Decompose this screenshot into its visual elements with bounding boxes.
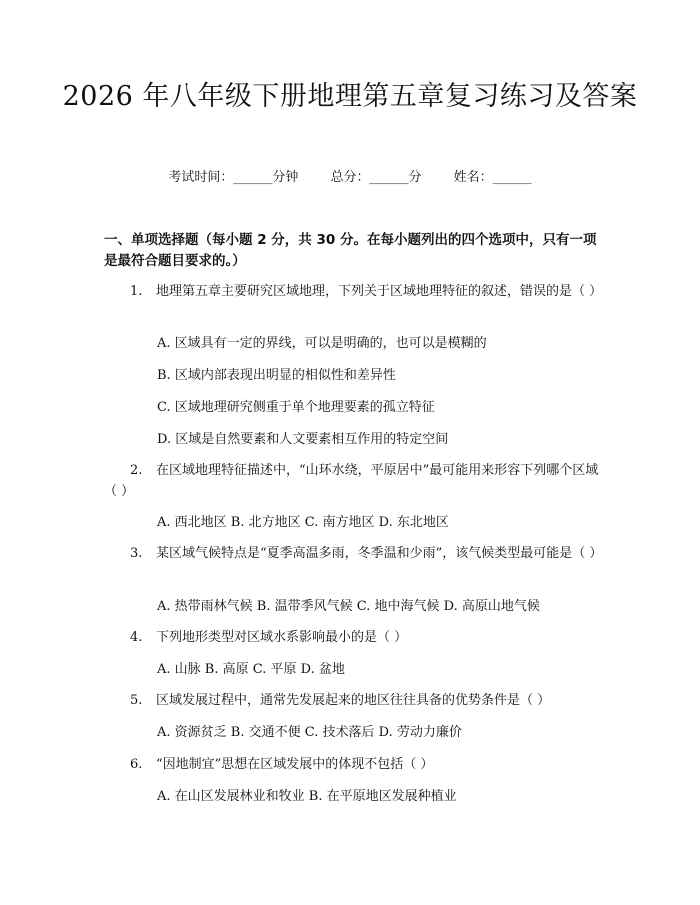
- question-stem: “因地制宜”思想在区域发展中的体现不包括（ ）: [156, 757, 434, 772]
- question-stem: 在区域地理特征描述中，“山环水绕，平原居中”最可能用来形容下列哪个区域（ ）: [104, 463, 599, 499]
- document-title: 2026 年八年级下册地理第五章复习练习及答案: [62, 81, 638, 112]
- question-number: 3.: [130, 546, 143, 561]
- question-4-options: A. 山脉 B. 高原 C. 平原 D. 盆地: [157, 662, 345, 677]
- question-6-options: A. 在山区发展林业和牧业 B. 在平原地区发展种植业: [157, 789, 457, 804]
- question-5-options: A. 资源贫乏 B. 交通不便 C. 技术落后 D. 劳动力廉价: [157, 725, 462, 740]
- question-number: 5.: [130, 693, 143, 708]
- question-6: [104, 754, 604, 775]
- section-header-single-choice: 一、单项选择题（每小题 2 分，共 30 分。在每小题列出的四个选项中，只有一项是最符合题目要求的。）: [104, 232, 597, 269]
- question-4: [104, 627, 604, 648]
- question-2: [104, 460, 604, 502]
- question-1: [104, 281, 604, 302]
- question-number: 6.: [130, 757, 143, 772]
- question-1-option-d: D. 区域是自然要素和人文要素相互作用的特定空间: [157, 432, 449, 447]
- question-1-option-b: B. 区域内部表现出明显的相似性和差异性: [157, 368, 396, 383]
- question-number: 4.: [130, 630, 143, 645]
- exam-time-field: 考试时间：______分钟: [168, 170, 299, 185]
- question-1-option-c: C. 区域地理研究侧重于单个地理要素的孤立特征: [157, 400, 435, 415]
- question-stem: 区域发展过程中，通常先发展起来的地区往往具备的优势条件是（ ）: [156, 693, 551, 708]
- total-score-field: 总分：______分: [330, 170, 422, 185]
- question-stem: 某区域气候特点是“夏季高温多雨，冬季温和少雨”，该气候类型最可能是（ ）: [156, 546, 603, 561]
- question-1-option-a: A. 区域具有一定的界线，可以是明确的，也可以是模糊的: [157, 336, 487, 351]
- exam-info-line: [0, 168, 700, 188]
- question-stem: 地理第五章主要研究区域地理，下列关于区域地理特征的叙述，错误的是（ ）: [156, 284, 603, 299]
- question-5: [104, 690, 604, 711]
- question-3: [104, 543, 604, 564]
- question-number: 2.: [130, 463, 143, 478]
- question-number: 1.: [130, 284, 143, 299]
- question-2-options: A. 西北地区 B. 北方地区 C. 南方地区 D. 东北地区: [157, 515, 449, 530]
- question-3-options: A. 热带雨林气候 B. 温带季风气候 C. 地中海气候 D. 高原山地气候: [157, 599, 540, 614]
- student-name-field: 姓名：______: [453, 170, 532, 185]
- question-stem: 下列地形类型对区域水系影响最小的是（ ）: [156, 630, 408, 645]
